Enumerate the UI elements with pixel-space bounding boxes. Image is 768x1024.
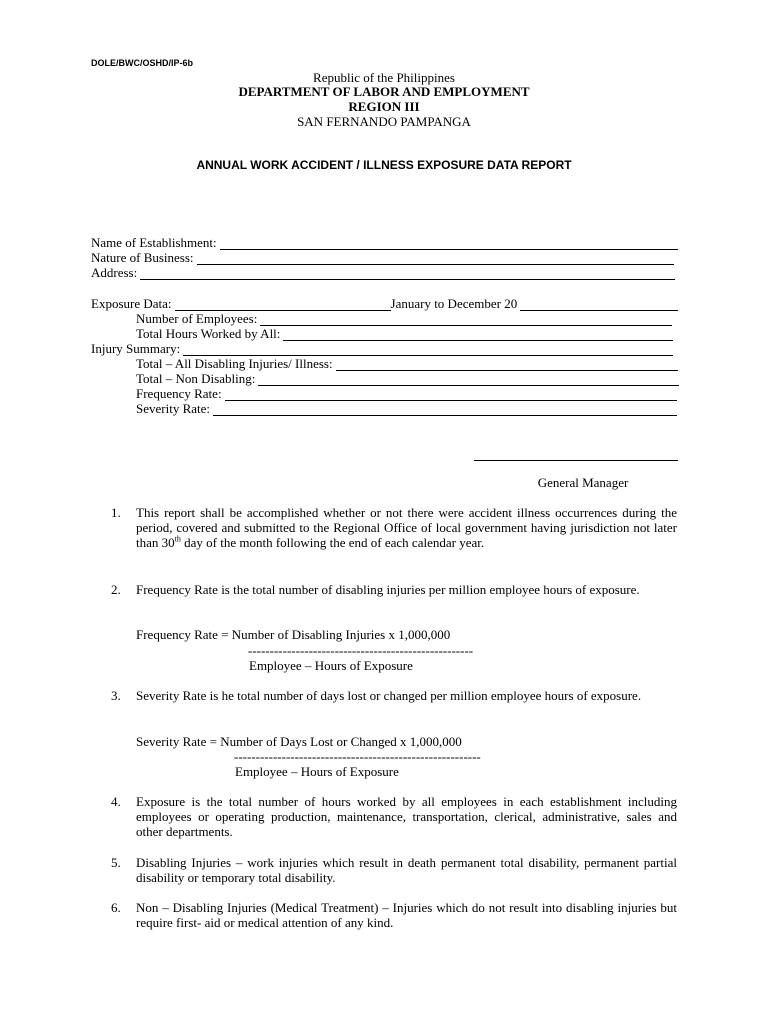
note-5-text: Disabling Injuries – work injuries which result in death permanent total disability, permanent partial disability or temporary total disability. (136, 855, 677, 885)
frequency-formula-numerator: Frequency Rate = Number of Disabling Injuries x 1,000,000 (136, 627, 451, 642)
field-business-label: Nature of Business: (91, 250, 194, 265)
header-city: SAN FERNANDO PAMPANGA (297, 114, 471, 129)
note-6-text: Non – Disabling Injuries (Medical Treatment) – Injuries which do not result into disabling injuries but require first- aid or medical attention of any kind. (136, 900, 677, 930)
field-hours-label: Total Hours Worked by All: (136, 326, 281, 341)
field-period-label: January to December 20 (390, 296, 518, 311)
field-disabling[interactable] (136, 356, 678, 371)
field-injury-summary-label: Injury Summary: (91, 341, 181, 356)
field-exposure[interactable] (91, 296, 678, 311)
field-non-disabling[interactable] (136, 371, 679, 386)
field-injury-summary[interactable] (91, 341, 673, 356)
note-6-number: 6. (111, 900, 121, 915)
note-2 (91, 582, 677, 597)
note-3 (91, 688, 677, 703)
note-3-text: Severity Rate is he total number of days lost or changed per million employee hours of exposure. (136, 688, 642, 703)
field-non-disabling-line[interactable] (258, 373, 679, 386)
severity-formula-denominator: Employee – Hours of Exposure (235, 764, 399, 779)
header-department: DEPARTMENT OF LABOR AND EMPLOYMENT (238, 84, 530, 99)
form-code: DOLE/BWC/OSHD/IP-6b (91, 58, 194, 68)
field-establishment[interactable] (91, 235, 678, 250)
field-employees[interactable] (136, 311, 672, 326)
note-4 (91, 794, 677, 839)
signature-label: General Manager (537, 475, 629, 490)
field-disabling-line[interactable] (336, 358, 678, 371)
note-3-number: 3. (111, 688, 121, 703)
field-severity-label: Severity Rate: (136, 401, 211, 416)
field-exposure-label: Exposure Data: (91, 296, 172, 311)
field-hours-line[interactable] (283, 328, 673, 341)
header-republic: Republic of the Philippines (313, 70, 455, 85)
field-severity-line[interactable] (213, 403, 677, 416)
header-region: REGION III (348, 99, 420, 114)
field-frequency[interactable] (136, 386, 677, 401)
signature-line[interactable] (474, 460, 678, 461)
field-address-line[interactable] (140, 267, 675, 280)
field-disabling-label: Total – All Disabling Injuries/ Illness: (136, 356, 333, 371)
field-non-disabling-label: Total – Non Disabling: (136, 371, 256, 386)
field-business-line[interactable] (197, 252, 674, 265)
note-2-text: Frequency Rate is the total number of disabling injuries per million employee hours of exposure. (136, 582, 640, 597)
note-1-text-end: day of the month following the end of each calendar year. (180, 535, 485, 550)
note-4-text: Exposure is the total number of hours worked by all employees in each establishment including employees or operating production, maintenance, transportation, clerical, administrative, sales and other departments. (136, 794, 677, 839)
note-2-number: 2. (111, 582, 121, 597)
note-5-number: 5. (111, 855, 121, 870)
frequency-formula-denominator: Employee – Hours of Exposure (249, 658, 413, 673)
note-5 (91, 855, 677, 885)
field-frequency-label: Frequency Rate: (136, 386, 222, 401)
field-hours[interactable] (136, 326, 673, 341)
severity-formula-numerator: Severity Rate = Number of Days Lost or Changed x 1,000,000 (136, 734, 462, 749)
field-address-label: Address: (91, 265, 138, 280)
field-exposure-line[interactable] (175, 298, 391, 311)
field-injury-summary-line[interactable] (183, 343, 673, 356)
note-4-number: 4. (111, 794, 121, 809)
note-1-sup: th (174, 534, 181, 544)
field-address[interactable] (91, 265, 675, 280)
frequency-formula-divider: ---------------------------------------------------- (248, 643, 474, 658)
field-establishment-line[interactable] (220, 237, 678, 250)
field-business[interactable] (91, 250, 674, 265)
note-1-number: 1. (111, 505, 121, 520)
field-employees-line[interactable] (260, 313, 672, 326)
note-6 (91, 900, 677, 930)
report-title: ANNUAL WORK ACCIDENT / ILLNESS EXPOSURE DATA REPORT (196, 158, 572, 172)
field-frequency-line[interactable] (225, 388, 677, 401)
field-establishment-label: Name of Establishment: (91, 235, 217, 250)
field-employees-label: Number of Employees: (136, 311, 258, 326)
note-1 (91, 505, 677, 550)
field-period-line[interactable] (520, 298, 678, 311)
severity-formula-divider: --------------------------------------------------------- (234, 749, 481, 764)
field-severity[interactable] (136, 401, 677, 416)
note-1-text: This report shall be accomplished whether or not there were accident illness occurrences during the period, covered and submitted to the Regional Office of local government having jurisdiction not later than 30 (136, 505, 677, 550)
